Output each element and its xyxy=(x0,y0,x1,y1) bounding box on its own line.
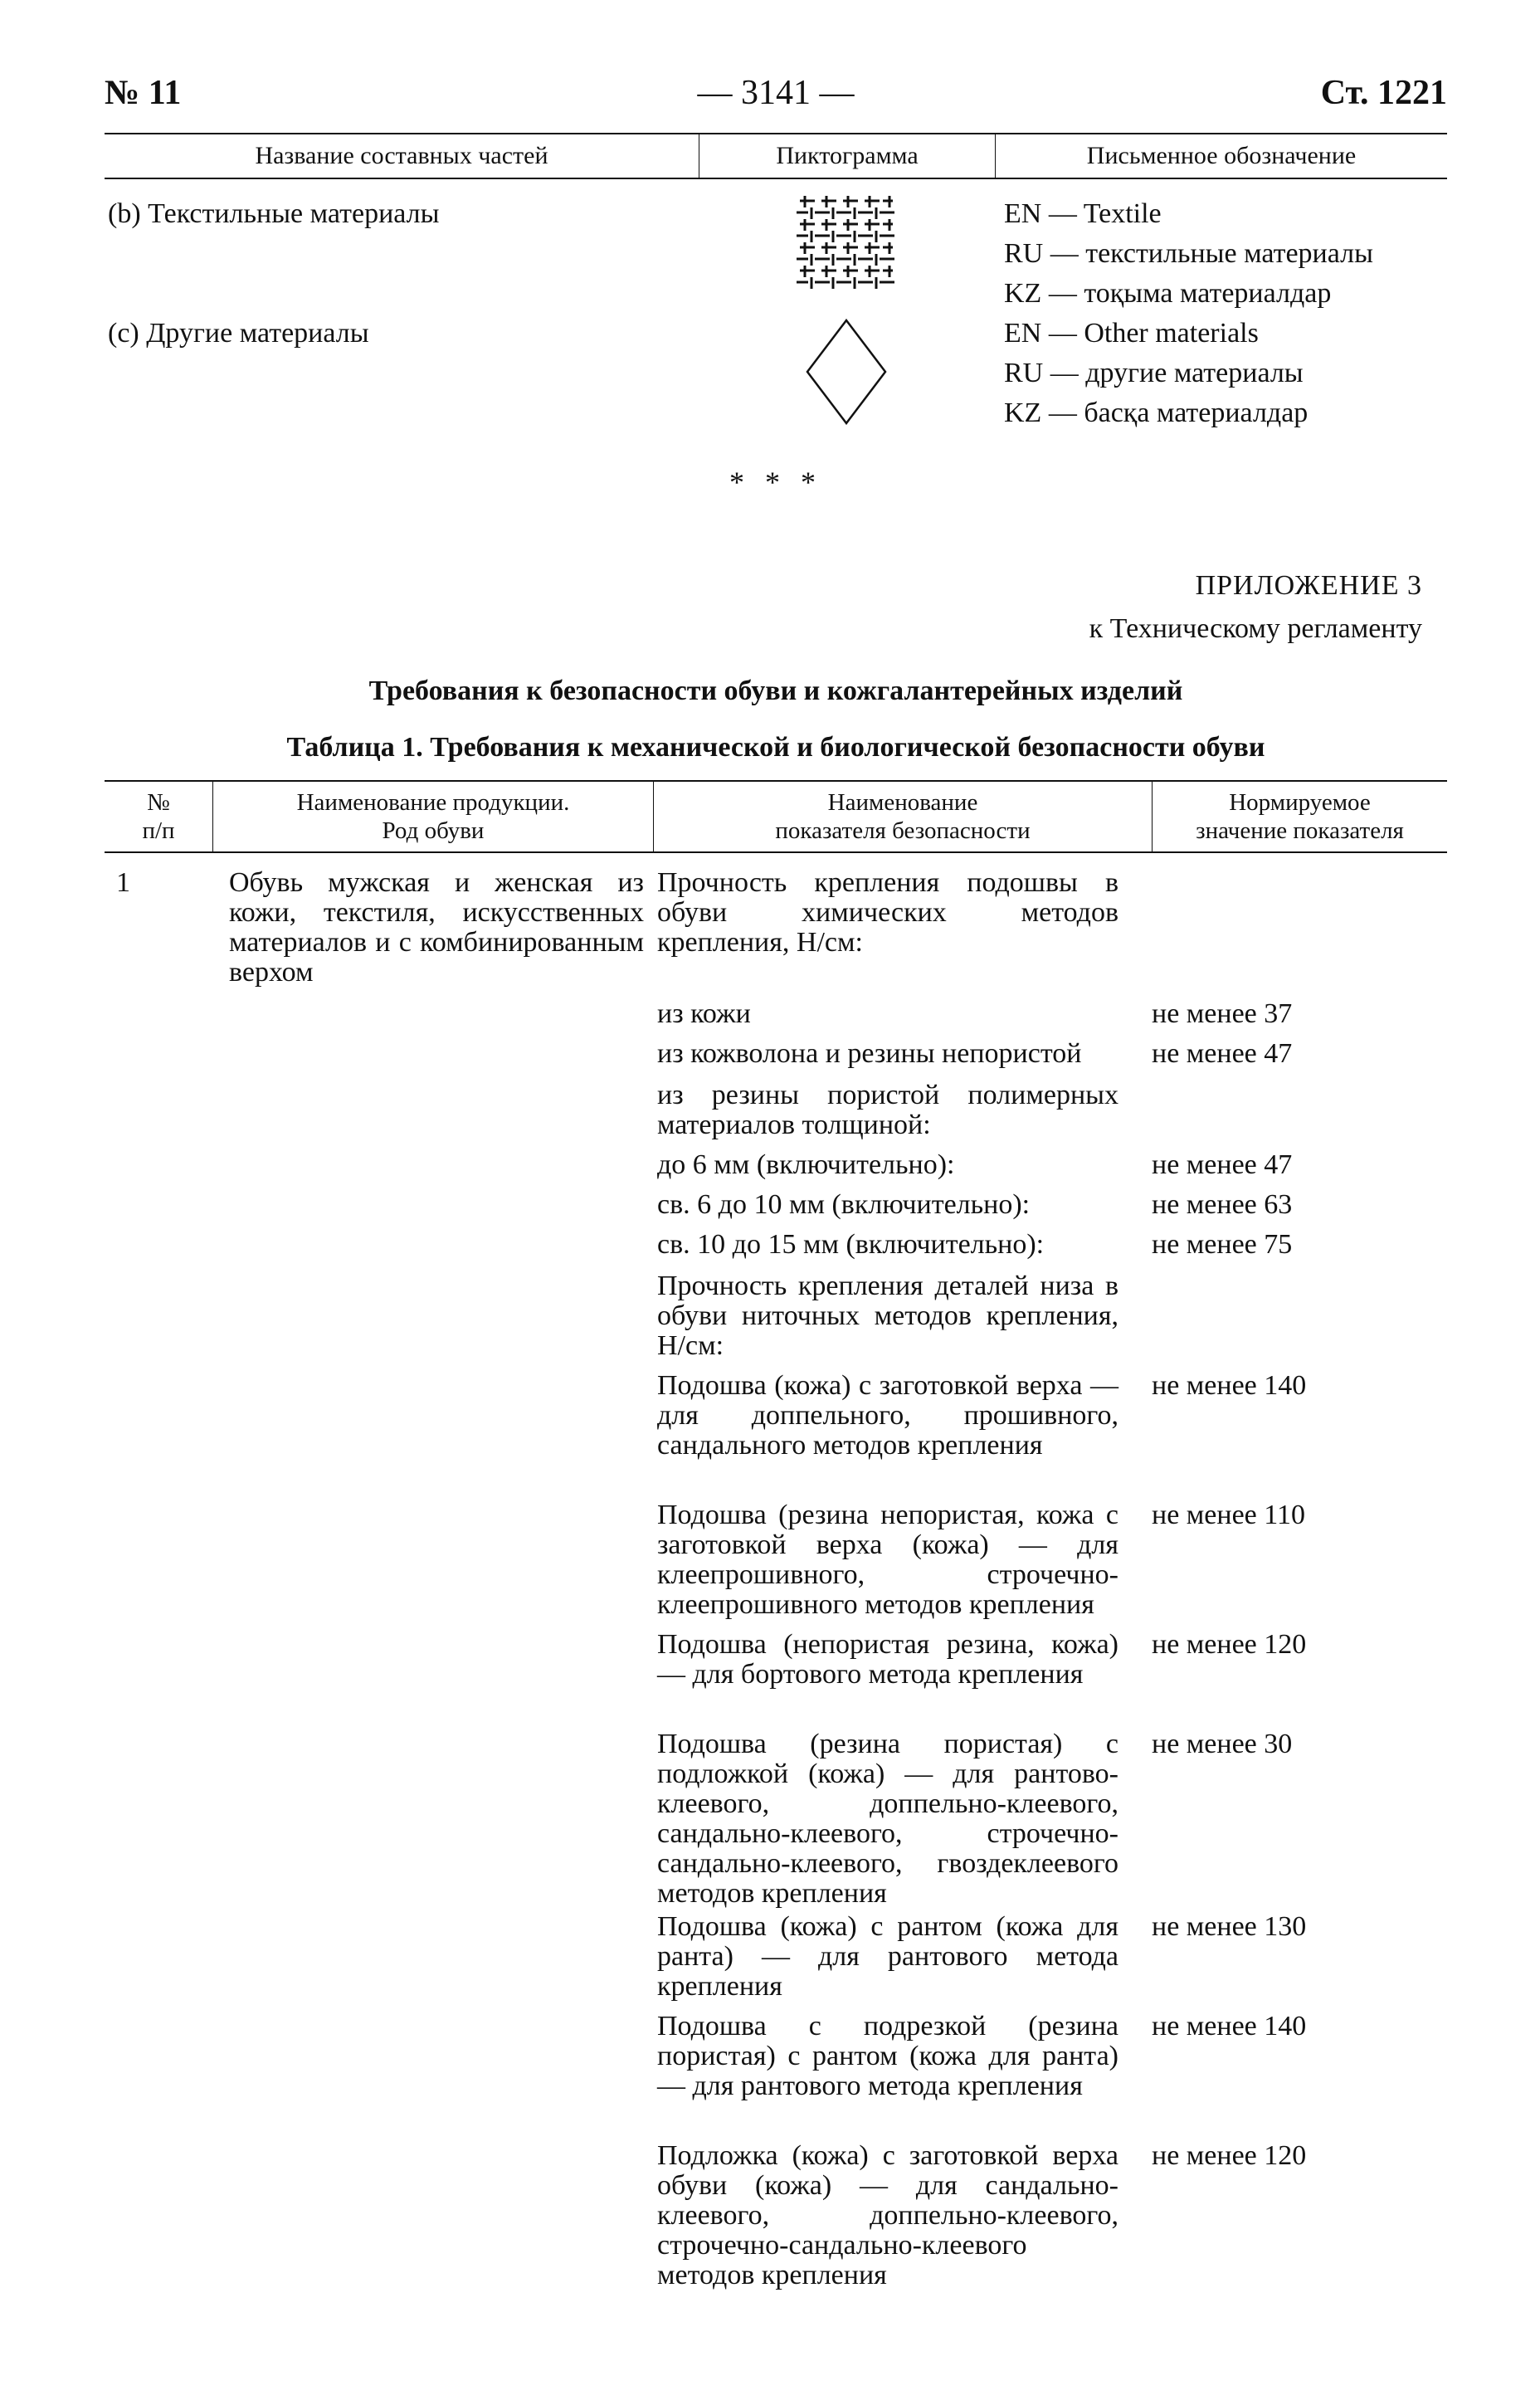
table-row xyxy=(657,1630,1447,1729)
table-row xyxy=(105,194,1447,314)
page-number: — 3141 — xyxy=(697,74,855,112)
component-name: (b) Текстильные материалы xyxy=(108,198,440,229)
indicator-value: не менее 120 xyxy=(1152,2140,1307,2171)
table-row xyxy=(657,2141,1447,2299)
indicator-value: не менее 47 xyxy=(1152,1038,1293,1069)
designation-en: EN — Textile xyxy=(1004,198,1162,229)
indicator-value: не менее 75 xyxy=(1152,1229,1293,1260)
indicator-value: не менее 120 xyxy=(1152,1629,1307,1660)
indicator-value: не менее 110 xyxy=(1152,1500,1306,1530)
column-header-value: Нормируемое значение показателя xyxy=(1196,789,1404,844)
column-header-pictogram: Пиктограмма xyxy=(699,134,996,178)
table-header xyxy=(105,780,1447,853)
designation-ru: RU — текстильные материалы xyxy=(1004,238,1373,269)
indicator-value xyxy=(1118,1271,1447,1371)
table-row xyxy=(657,2012,1447,2141)
designation-ru: RU — другие материалы xyxy=(1004,358,1304,388)
indicator-value: не менее 140 xyxy=(1152,2011,1307,2041)
issue-number: № 11 xyxy=(105,74,182,112)
indicator-rows xyxy=(657,868,1447,2299)
table-row xyxy=(657,1080,1447,1150)
annex-heading xyxy=(1089,564,1422,651)
table-row xyxy=(657,999,1447,1039)
indicator-name: до 6 мм (включительно): xyxy=(657,1149,955,1180)
table-row xyxy=(657,1729,1447,1912)
indicator-name: св. 10 до 15 мм (включительно): xyxy=(657,1229,1045,1260)
pictogram-table-header xyxy=(105,133,1447,179)
safety-requirements-table xyxy=(105,780,1447,2290)
table-row xyxy=(657,1230,1447,1271)
indicator-name: Прочность крепления подошвы в обуви химических методов крепления, Н/см: xyxy=(657,867,1118,958)
pictogram-table xyxy=(105,133,1447,433)
indicator-name: Подошва (кожа) с рантом (кожа для ранта) — для рантового метода крепления xyxy=(657,1911,1118,2002)
indicator-value: не менее 140 xyxy=(1152,1370,1307,1401)
textile-weave-icon xyxy=(797,194,896,294)
indicator-name: св. 6 до 10 мм (включительно): xyxy=(657,1189,1031,1220)
product-name: Обувь мужская и женская из кожи, текстиля, искусственных материалов и с комбинированным верхом xyxy=(229,867,644,988)
article-number: Ст. 1221 xyxy=(1320,74,1447,112)
indicator-name: из кожволона и резины непористой xyxy=(657,1038,1082,1069)
indicator-value: не менее 130 xyxy=(1152,1911,1307,1942)
indicator-name: Подошва (кожа) с заготовкой верха — для доппельного, прошивного, сандального методов крепления xyxy=(657,1370,1118,1461)
column-header-num: № п/п xyxy=(105,782,213,851)
indicator-value: не менее 30 xyxy=(1152,1729,1293,1759)
component-name: (c) Другие материалы xyxy=(108,318,369,349)
annex-subtitle: к Техническому регламенту xyxy=(1089,613,1422,644)
indicator-value: не менее 63 xyxy=(1152,1189,1293,1220)
designation-en: EN — Other materials xyxy=(1004,318,1259,349)
table-row xyxy=(105,314,1447,433)
column-header-name: Название составных частей xyxy=(105,134,699,178)
diamond-outline-icon xyxy=(801,314,892,430)
indicator-name: Прочность крепления деталей низа в обуви ниточных методов крепления, Н/см: xyxy=(657,1271,1118,1361)
indicator-value: не менее 37 xyxy=(1152,998,1293,1029)
running-header xyxy=(105,68,1447,118)
table-row xyxy=(657,1371,1447,1500)
indicator-name: Подошва (резина непористая, кожа с заготовкой верха (кожа) — для клеепрошивного, строчечно-клеепрошивного методов крепления xyxy=(657,1500,1118,1620)
row-number: 1 xyxy=(116,867,130,898)
indicator-name: из кожи xyxy=(657,998,751,1029)
annex-title: ПРИЛОЖЕНИЕ 3 xyxy=(1195,570,1422,601)
column-header-designation: Письменное обозначение xyxy=(1086,142,1357,169)
designation-kz: KZ — тоқыма материалдар xyxy=(1004,278,1332,309)
indicator-name: из резины пористой полимерных материалов толщиной: xyxy=(657,1080,1118,1140)
indicator-value xyxy=(1118,868,1447,999)
table-row xyxy=(657,1271,1447,1371)
table-row xyxy=(657,1150,1447,1190)
indicator-value xyxy=(1118,1080,1447,1150)
table-row xyxy=(657,1912,1447,2012)
section-separator: * * * xyxy=(729,466,822,499)
indicator-name: Подошва (резина пористая) с подложкой (кожа) — для рантово-клеевого, доппельно-клеевого, сандально-клеевого, строчечно-сандально-клеевого, гвоздеклеевого методов крепления xyxy=(657,1729,1118,1909)
table-row xyxy=(657,868,1447,999)
table-row xyxy=(657,1190,1447,1230)
table-title: Таблица 1. Требования к механической и биологической безопасности обуви xyxy=(286,732,1265,763)
table-row xyxy=(657,1039,1447,1080)
column-header-product: Наименование продукции. Род обуви xyxy=(213,782,654,851)
indicator-name: Подошва (непористая резина, кожа) — для бортового метода крепления xyxy=(657,1629,1118,1690)
indicator-name: Подложка (кожа) с заготовкой верха обуви (кожа) — для сандально-клеевого, доппельно-клеевого, строчечно-сандально-клеевого методов крепления xyxy=(657,2140,1118,2290)
designation-kz: KZ — басқа материалдар xyxy=(1004,398,1309,428)
column-header-indicator: Наименование показателя безопасности xyxy=(654,782,1153,851)
indicator-value: не менее 47 xyxy=(1152,1149,1293,1180)
indicator-name: Подошва с подрезкой (резина пористая) с рантом (кожа для ранта) — для рантового метода крепления xyxy=(657,2011,1118,2101)
document-title: Требования к безопасности обуви и кожгалантерейных изделий xyxy=(368,676,1183,706)
table-row xyxy=(657,1500,1447,1630)
